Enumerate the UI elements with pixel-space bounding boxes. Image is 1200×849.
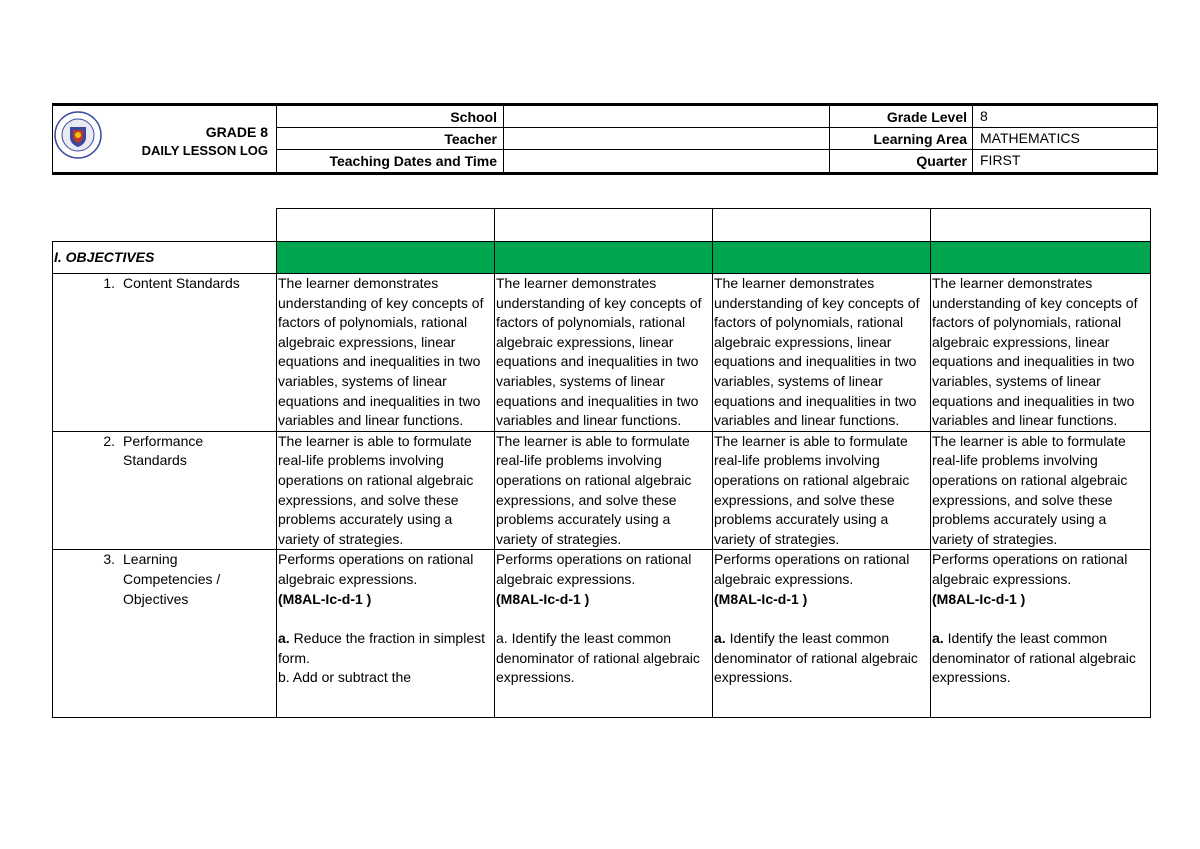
header-row-school	[277, 106, 1157, 128]
performance-standards-day2[interactable]: The learner is able to formulate real-life problems involving operations on rational algebraic expressions, and solve these problems accurately using a variety of strategies.	[495, 431, 713, 550]
competency-intro: Performs operations on rational algebraic expressions.	[714, 551, 910, 587]
row-number: 3.	[103, 551, 115, 568]
competency-intro: Performs operations on rational algebraic expressions.	[496, 551, 692, 587]
school-label: School	[277, 106, 504, 127]
daily-lesson-log-title: DAILY LESSON LOG	[141, 143, 268, 158]
competency-intro: Performs operations on rational algebraic expressions.	[932, 551, 1128, 587]
grade-level-field[interactable]: 8	[980, 108, 988, 124]
grade-level-label: Grade Level	[830, 106, 973, 127]
row-label: Performance Standards	[123, 432, 204, 469]
row-label: Learning Competencies / Objectives	[123, 551, 221, 607]
day-header-cell[interactable]	[931, 209, 1151, 242]
objectives-heading: I. OBJECTIVES	[53, 242, 277, 274]
day-header-cell[interactable]	[713, 209, 931, 242]
performance-standards-label-cell	[53, 431, 277, 550]
content-standards-day2[interactable]: The learner demonstrates understanding of key concepts of factors of polynomials, rational algebraic expressions, linear equations and inequalities in two variables, systems of linear equations and inequalities in two variables and linear functions.	[495, 274, 713, 432]
objectives-table	[52, 208, 1151, 718]
objective-a	[278, 629, 494, 668]
learning-area-label: Learning Area	[830, 128, 973, 149]
day-header-cell[interactable]	[495, 209, 713, 242]
content-standards-day4[interactable]: The learner demonstrates understanding of key concepts of factors of polynomials, rational algebraic expressions, linear equations and inequalities in two variables, systems of linear equations and inequalities in two variables and linear functions.	[931, 274, 1151, 432]
deped-seal-icon	[53, 110, 103, 160]
objective-text: Identify the least common denominator of rational algebraic expressions.	[932, 630, 1136, 686]
header-title-block	[53, 106, 277, 172]
performance-standards-day1[interactable]: The learner is able to formulate real-life problems involving operations on rational algebraic expressions, and solve these problems accurately using a variety of strategies.	[277, 431, 495, 550]
header-row-dates	[277, 150, 1157, 172]
content-standards-row	[53, 274, 1151, 432]
green-band	[713, 242, 931, 274]
objective-text: Identify the least common denominator of rational algebraic expressions.	[714, 630, 918, 686]
row-number: 2.	[103, 432, 115, 449]
lesson-log-header	[52, 103, 1158, 175]
content-standards-day1[interactable]: The learner demonstrates understanding of key concepts of factors of polynomials, rational algebraic expressions, linear equations and inequalities in two variables, systems of linear equations and inequalities in two variables and linear functions.	[277, 274, 495, 432]
objective-b: b. Add or subtract the	[278, 669, 412, 686]
competency-code: (M8AL-Ic-d-1 )	[278, 590, 372, 607]
teaching-dates-label: Teaching Dates and Time	[277, 150, 504, 172]
learning-competencies-day3[interactable]	[713, 550, 931, 718]
learning-competencies-label-cell	[53, 550, 277, 718]
learning-competencies-row	[53, 550, 1151, 718]
content-standards-label-cell	[53, 274, 277, 432]
school-field[interactable]	[504, 106, 830, 127]
objectives-row	[53, 242, 1151, 274]
day-header-cell[interactable]	[277, 209, 495, 242]
row-label: Content Standards	[123, 275, 240, 291]
row-number: 1.	[103, 275, 115, 291]
objective-marker: a.	[714, 630, 726, 647]
objective-a	[714, 629, 930, 688]
objective-marker: a.	[932, 630, 944, 647]
objective-a: a. Identify the least common denominator of rational algebraic expressions.	[496, 630, 700, 686]
quarter-field[interactable]: FIRST	[980, 152, 1021, 168]
content-standards-day3[interactable]: The learner demonstrates understanding of key concepts of factors of polynomials, rational algebraic expressions, linear equations and inequalities in two variables, systems of linear equations and inequalities in two variables and linear functions.	[713, 274, 931, 432]
green-band	[931, 242, 1151, 274]
competency-code: (M8AL-Ic-d-1 )	[496, 590, 590, 607]
performance-standards-row	[53, 431, 1151, 550]
learning-competencies-day4[interactable]	[931, 550, 1151, 718]
corner-cell	[53, 209, 277, 242]
competency-intro: Performs operations on rational algebraic expressions.	[278, 551, 474, 587]
green-band	[495, 242, 713, 274]
day-header-row	[53, 209, 1151, 242]
teacher-label: Teacher	[277, 128, 504, 149]
teaching-dates-field[interactable]	[504, 150, 830, 172]
learning-competencies-day1[interactable]	[277, 550, 495, 718]
grade-title: GRADE 8	[205, 124, 268, 140]
objective-a	[932, 629, 1150, 688]
quarter-label: Quarter	[830, 150, 973, 172]
objective-text: Reduce the fraction in simplest form.	[278, 630, 486, 666]
objective-marker: a.	[278, 630, 290, 647]
performance-standards-day3[interactable]: The learner is able to formulate real-life problems involving operations on rational algebraic expressions, and solve these problems accurately using a variety of strategies.	[713, 431, 931, 550]
learning-area-field[interactable]: MATHEMATICS	[980, 130, 1080, 146]
teacher-field[interactable]	[504, 128, 830, 149]
competency-code: (M8AL-Ic-d-1 )	[932, 590, 1026, 607]
header-row-teacher	[277, 128, 1157, 150]
green-band	[277, 242, 495, 274]
competency-code: (M8AL-Ic-d-1 )	[714, 590, 808, 607]
performance-standards-day4[interactable]: The learner is able to formulate real-life problems involving operations on rational algebraic expressions, and solve these problems accurately using a variety of strategies.	[931, 431, 1151, 550]
learning-competencies-day2[interactable]	[495, 550, 713, 718]
